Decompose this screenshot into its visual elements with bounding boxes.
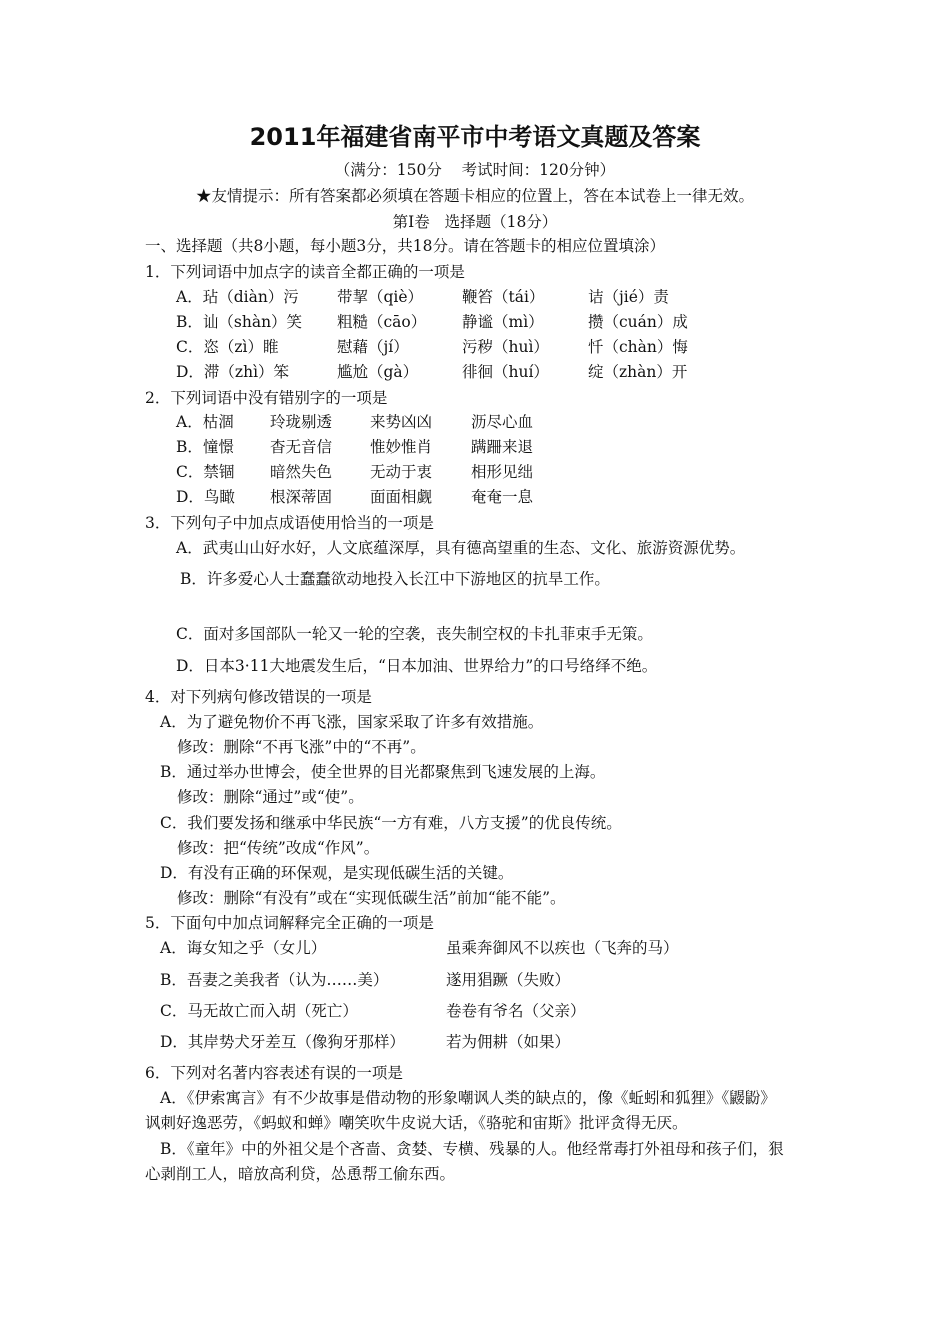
option: D．滞（zhì）笨 bbox=[176, 363, 290, 381]
exam-info: （满分：150分 考试时间：120分钟） bbox=[334, 161, 616, 179]
option: 鞭笞（tái） bbox=[462, 288, 545, 306]
option: 相形见绌 bbox=[471, 463, 534, 481]
option: 徘徊（huí） bbox=[462, 363, 549, 381]
option: B．通过举办世博会，使全世界的目光都聚焦到飞速发展的上海。 bbox=[160, 763, 606, 781]
part-heading: 一、选择题（共8小题，每小题3分，共18分。请在答题卡的相应位置填涂） bbox=[145, 237, 665, 255]
revision: 修改：删除“不再飞涨”中的“不再”。 bbox=[177, 738, 426, 756]
option: 污秽（huì） bbox=[462, 338, 549, 356]
section-heading: 第Ⅰ卷 选择题（18分） bbox=[392, 213, 558, 231]
option: 奄奄一息 bbox=[471, 488, 534, 506]
question-5-stem: 5．下面句中加点词解释完全正确的一项是 bbox=[145, 914, 434, 932]
option: C．我们要发扬和继承中华民族“一方有难，八方支援”的优良传统。 bbox=[160, 814, 622, 832]
option: D．日本3·11大地震发生后，“日本加油、世界给力”的口号络绎不绝。 bbox=[176, 657, 658, 675]
question-1-stem: 1．下列词语中加点字的读音全都正确的一项是 bbox=[145, 263, 465, 281]
option: B．许多爱心人士蠢蠢欲动地投入长江中下游地区的抗旱工作。 bbox=[180, 570, 610, 588]
option: C．禁锢 bbox=[176, 463, 235, 481]
revision: 修改：把“传统”改成“作风”。 bbox=[177, 839, 380, 857]
option-continuation: 讽刺好逸恶劳，《蚂蚁和蝉》嘲笑吹牛皮说大话，《骆驼和宙斯》批评贪得无厌。 bbox=[145, 1114, 688, 1132]
option: 忏（chàn）悔 bbox=[588, 338, 688, 356]
question-3-stem: 3．下列句子中加点成语使用恰当的一项是 bbox=[145, 514, 434, 532]
question-6-stem: 6．下列对名著内容表述有误的一项是 bbox=[145, 1064, 403, 1082]
option: B．《童年》中的外祖父是个吝啬、贪婪、专横、残暴的人。他经常毒打外祖母和孩子们，狠 bbox=[160, 1140, 784, 1158]
option: D．其岸势犬牙差互（像狗牙那样） bbox=[160, 1033, 405, 1051]
option: D．鸟瞰 bbox=[176, 488, 235, 506]
option: C．马无故亡而入胡（死亡） bbox=[160, 1002, 358, 1020]
option: 暗然失色 bbox=[270, 463, 333, 481]
revision: 修改：删除“有没有”或在“实现低碳生活”前加“能不能”。 bbox=[177, 889, 566, 907]
revision: 修改：删除“通过”或“使”。 bbox=[177, 788, 364, 806]
option: 攒（cuán）成 bbox=[588, 313, 688, 331]
option: C．恣（zì）睢 bbox=[176, 338, 279, 356]
option: 根深蒂固 bbox=[270, 488, 333, 506]
option: 惟妙惟肖 bbox=[370, 438, 433, 456]
option: 杳无音信 bbox=[270, 438, 333, 456]
option: A．武夷山山好水好，人文底蕴深厚，具有德高望重的生态、文化、旅游资源优势。 bbox=[176, 539, 746, 557]
option: 面面相觑 bbox=[370, 488, 433, 506]
option: A．枯涸 bbox=[176, 413, 234, 431]
option: 沥尽心血 bbox=[471, 413, 534, 431]
option: 尴尬（gà） bbox=[337, 363, 419, 381]
option: 静谧（mì） bbox=[462, 313, 544, 331]
option: B．憧憬 bbox=[176, 438, 234, 456]
option: 蹒跚来退 bbox=[471, 438, 534, 456]
question-4-stem: 4．对下列病句修改错误的一项是 bbox=[145, 688, 372, 706]
option: 无动于衷 bbox=[370, 463, 433, 481]
option: 慰藉（jí） bbox=[337, 338, 409, 356]
option: 带挈（qiè） bbox=[337, 288, 424, 306]
option: 玲珑剔透 bbox=[270, 413, 333, 431]
option: C．面对多国部队一轮又一轮的空袭，丧失制空权的卡扎菲束手无策。 bbox=[176, 625, 653, 643]
option: 虽乘奔御风不以疾也（飞奔的马） bbox=[446, 939, 679, 957]
option: B．吾妻之美我者（认为……美） bbox=[160, 971, 389, 989]
friendly-tip: ★友情提示：所有答案都必须填在答题卡相应的位置上，答在本试卷上一律无效。 bbox=[195, 187, 754, 205]
question-2-stem: 2．下列词语中没有错别字的一项是 bbox=[145, 389, 388, 407]
option: 卷卷有爷名（父亲） bbox=[446, 1002, 586, 1020]
option: A．为了避免物价不再飞涨，国家采取了许多有效措施。 bbox=[160, 713, 544, 731]
option: 若为佣耕（如果） bbox=[446, 1033, 571, 1051]
option: 诘（jié）责 bbox=[588, 288, 669, 306]
option: 来势凶凶 bbox=[370, 413, 433, 431]
option: A．玷（diàn）污 bbox=[176, 288, 299, 306]
option: 粗糙（cāo） bbox=[337, 313, 427, 331]
page-title: 2011年福建省南平市中考语文真题及答案 bbox=[249, 123, 701, 151]
option: 绽（zhàn）开 bbox=[588, 363, 688, 381]
option: B．讪（shàn）笑 bbox=[176, 313, 303, 331]
option: A．诲女知之乎（女儿） bbox=[160, 939, 327, 957]
option: D．有没有正确的环保观，是实现低碳生活的关键。 bbox=[160, 864, 514, 882]
option: A．《伊索寓言》有不少故事是借动物的形象嘲讽人类的缺点的，像《蚯蚓和狐狸》《鼹鼢》 bbox=[160, 1089, 776, 1107]
option-continuation: 心剥削工人，暗放高利贷，怂恿帮工偷东西。 bbox=[145, 1165, 456, 1183]
option: 遂用猖蹶（失败） bbox=[446, 971, 571, 989]
